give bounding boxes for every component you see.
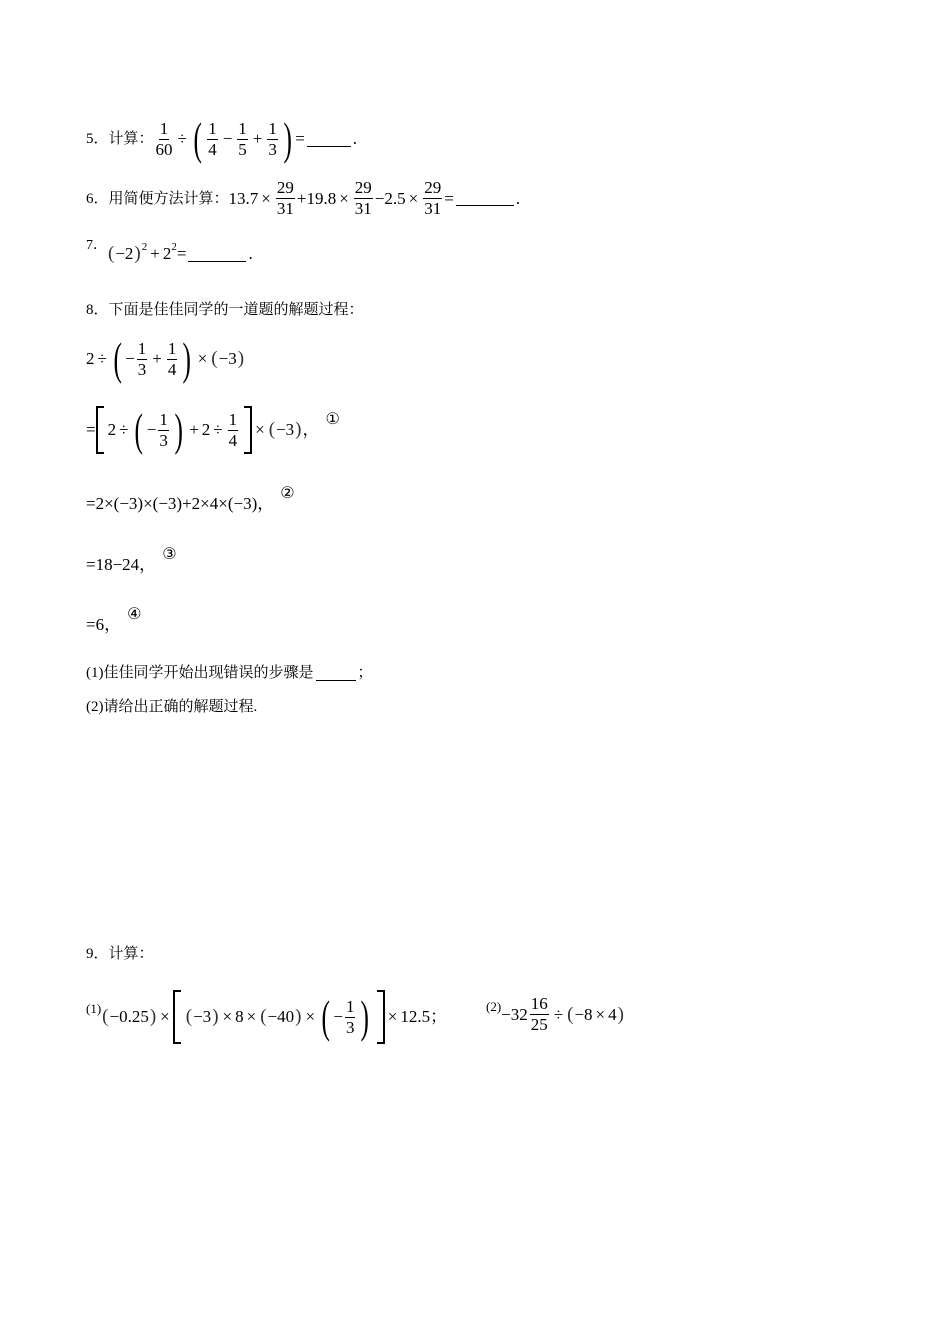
- q8-part-1: (1)佳佳同学开始出现错误的步骤是 ；: [86, 665, 373, 681]
- answer-blank[interactable]: [307, 132, 351, 147]
- answer-blank[interactable]: [188, 247, 246, 262]
- step-marker-2: ②: [280, 485, 295, 502]
- q9-label: 9．计算：: [86, 946, 154, 962]
- q8-label: 8．下面是佳佳同学的一道题的解题过程：: [86, 302, 364, 318]
- answer-blank[interactable]: [456, 191, 514, 206]
- question-5: 5．计算： $\frac{1}{60}$ ÷ ( $\frac{1}{4}$ − $\frac{1}{5}$ + $\frac{1}{3}$ ) = .: [86, 113, 358, 164]
- q8-line-2: = 2 ÷ ( − $\frac{1}{3}$ ) + 2 ÷ $\frac{1}{4}$ × ( −3 ) ， ①: [86, 404, 340, 455]
- q9-part-1: (1) ( −0.25 ) × ( −3 ) × 8 × ( −40 ) × ( − $\frac{1}{3}$ ) × 12.5 ；: [86, 991, 448, 1042]
- question-6: 6．用简便方法计算： 13.7 × $\frac{29}{31}$ +19.8 × $\frac{29}{31}$ −2.5 × $\frac{29}{31}$ = .: [86, 178, 521, 218]
- q8-line-1: 2 ÷ ( − $\frac{1}{3}$ + $\frac{1}{4}$ ) × ( −3 ): [86, 333, 245, 384]
- q8-line-3: =2×(−3)×(−3)+2×4×(−3)， ②: [86, 485, 295, 513]
- q5-equals: =: [295, 129, 305, 148]
- answer-blank[interactable]: [316, 666, 356, 681]
- q5-label: 5．计算：: [86, 131, 154, 147]
- fraction: $\frac{1}{60}$: [155, 118, 173, 159]
- step-marker-1: ①: [325, 411, 340, 428]
- q8-line-4: =18−24， ③: [86, 546, 177, 574]
- q7-label: 7．: [86, 238, 107, 253]
- question-7: 7． ( −2 ) 2 + 2 2 = .: [86, 238, 253, 264]
- step-marker-4: ④: [127, 606, 142, 623]
- q9-part-2: (2) −32 $\frac{16}{25}$ ÷ ( −8 × 4 ): [486, 994, 624, 1034]
- q8-line-5: =6， ④: [86, 606, 142, 634]
- q8-part-2: (2)请给出正确的解题过程.: [86, 699, 258, 715]
- q6-label: 6．用简便方法计算：: [86, 190, 229, 207]
- step-marker-3: ③: [162, 546, 177, 563]
